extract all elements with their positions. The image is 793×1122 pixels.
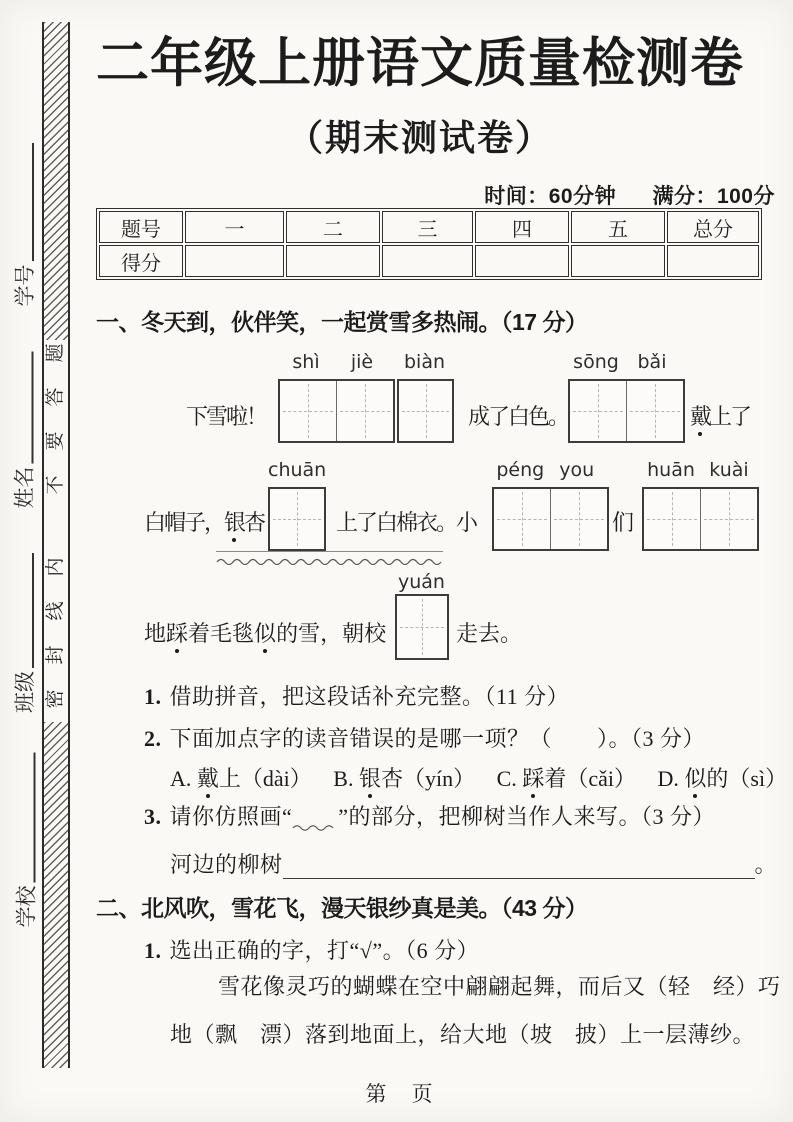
passage-text: 上了白棉衣。小 [336, 510, 477, 535]
wavy-underline [216, 551, 443, 562]
option-c[interactable] [497, 766, 636, 791]
option-letter: A. [170, 766, 197, 791]
tian-cell[interactable] [399, 381, 452, 441]
dotted-char: 戴 [690, 404, 711, 429]
pinyin-syllable: chuān [268, 459, 327, 481]
section1-heading: 一、冬天到，伙伴笑，一起赏雪多热闹。（17 分） [96, 309, 588, 335]
pinyin-syllable: huān [647, 459, 695, 481]
pinyin-syllable: you [559, 459, 595, 481]
pinyin-huan-kuai [642, 459, 758, 481]
seal-band-char: 要 [45, 431, 66, 451]
pinyin-syllable: kuài [709, 459, 749, 481]
score-cell[interactable] [667, 245, 759, 277]
writing-box-shi-jie[interactable] [278, 379, 395, 443]
section2-question-1 [144, 934, 479, 965]
seal-label-name [10, 343, 40, 518]
writing-box-chuan[interactable] [268, 487, 326, 551]
question-1 [144, 680, 569, 711]
question-2-options [170, 762, 793, 793]
question-text: 借助拼音，把这段话补充完整。（11 分） [169, 684, 570, 709]
dotted-char: 踩 [166, 621, 189, 646]
seal-label-school [12, 743, 42, 938]
dotted-char: 踩 [522, 766, 545, 791]
pinyin-chuan [268, 459, 325, 481]
answer-lead-text: 河边的柳树 [170, 852, 283, 877]
option-d[interactable] [657, 766, 787, 791]
section2-paragraph-line1: 雪花像灵巧的蝴蝶在空中翩翩起舞，而后又（轻 经）巧 [218, 974, 781, 999]
tian-cell[interactable] [397, 596, 447, 658]
question-number: 2. [144, 726, 162, 751]
writing-box-yuan[interactable] [395, 594, 449, 660]
passage-text [690, 400, 750, 431]
hatch-pattern-top [44, 22, 68, 340]
writing-box-huan-kuai[interactable] [642, 487, 759, 551]
passage-text: 走去。 [456, 621, 523, 646]
pinyin-shi-jie [278, 351, 390, 373]
passage-text: 的雪，朝校 [276, 621, 387, 646]
score-header-cell: 二 [286, 211, 380, 243]
passage-text: 们 [612, 510, 633, 535]
class-blank[interactable] [20, 553, 34, 668]
tian-cell[interactable] [494, 489, 550, 549]
option-text: 着（cǎi） [544, 766, 636, 791]
passage-text [144, 506, 264, 537]
student-id-label: 学号 [13, 264, 37, 307]
seal-band-char: 密 [45, 689, 66, 709]
pinyin-syllable: yuán [398, 571, 445, 593]
seal-band-char: 封 [45, 645, 66, 665]
seal-label-class [10, 543, 40, 723]
seal-band-char: 内 [45, 557, 66, 577]
dotted-char: 银 [358, 766, 381, 791]
score-header-cell: 总分 [667, 211, 759, 243]
tian-cell[interactable] [550, 489, 607, 549]
wave-glyph [216, 556, 443, 565]
score-cell[interactable] [475, 245, 569, 277]
question-3 [144, 800, 715, 831]
full-score: 满分：100分 [652, 185, 775, 208]
page-title: 二年级上册语文质量检测卷 [96, 34, 744, 93]
option-text: 上（dài） [218, 766, 312, 791]
question-2 [144, 722, 705, 753]
time-limit: 时间：60分钟 [484, 185, 617, 208]
score-table [96, 208, 762, 280]
score-table-score-row [99, 245, 759, 277]
seal-band-char: 题 [45, 343, 66, 363]
pinyin-bian [397, 351, 452, 373]
score-header-cell: 三 [382, 211, 473, 243]
seal-line-band [42, 22, 70, 1068]
score-table-header-row [99, 211, 759, 243]
passage-text: 着毛毯 [188, 621, 255, 646]
name-blank[interactable] [20, 352, 34, 464]
section2-paragraph-line2: 地（飘 漂）落到地面上，给大地（坡 披）上一层薄纱。 [170, 1022, 756, 1047]
wavy-blank [292, 804, 338, 824]
score-header-cell: 四 [475, 211, 569, 243]
page-subtitle: （期末测试卷） [286, 117, 553, 158]
score-cell[interactable] [571, 245, 665, 277]
score-header-cell: 一 [185, 211, 284, 243]
hatch-pattern-bottom [44, 722, 68, 1068]
tian-cell[interactable] [280, 381, 336, 441]
score-row-label: 得分 [99, 245, 183, 277]
dotted-char: 似 [254, 621, 277, 646]
seal-band-char: 线 [45, 601, 66, 621]
tian-cell[interactable] [626, 381, 683, 441]
answer-blank[interactable] [283, 854, 755, 879]
pinyin-syllable: shì [292, 351, 320, 373]
option-a[interactable] [170, 766, 312, 791]
pinyin-syllable: péng [496, 459, 545, 481]
pinyin-syllable: sōng [573, 351, 619, 373]
question-3-answer-line [170, 848, 777, 879]
question-text: 下面加点字的读音错误的是哪一项？（ ）。（3 分） [169, 726, 706, 751]
answer-end-punct: 。 [754, 852, 778, 877]
pinyin-peng-you [492, 459, 605, 481]
passage-text: 白帽子， [144, 510, 225, 535]
pinyin-syllable: jiè [350, 351, 374, 373]
score-header-cell: 题号 [99, 211, 183, 243]
option-text: 的（sì） [706, 766, 788, 791]
pinyin-syllable: biàn [403, 351, 446, 373]
pinyin-song-bai [568, 351, 680, 373]
dotted-char: 似 [684, 766, 707, 791]
student-id-blank[interactable] [20, 144, 34, 262]
tian-cell[interactable] [570, 381, 626, 441]
seal-label-student-id [10, 125, 40, 325]
score-cell[interactable] [286, 245, 380, 277]
score-cell[interactable] [185, 245, 284, 277]
tian-cell[interactable] [336, 381, 393, 441]
question-text: 选出正确的字，打“√”。（6 分） [169, 938, 480, 963]
writing-box-bian[interactable] [397, 379, 454, 443]
passage-text [144, 617, 386, 648]
dotted-char: 银 [224, 510, 245, 535]
question-text: 请你仿照画“ [169, 804, 293, 829]
score-cell[interactable] [382, 245, 473, 277]
tian-cell[interactable] [700, 489, 757, 549]
dotted-char: 戴 [196, 766, 219, 791]
school-blank[interactable] [22, 753, 36, 883]
name-label: 姓名 [12, 466, 37, 509]
passage-text: 上了 [710, 404, 751, 429]
seal-band-char: 答 [45, 387, 66, 407]
seal-band-text [44, 340, 68, 730]
writing-box-song-bai[interactable] [568, 379, 685, 443]
option-letter: B. [333, 766, 359, 791]
passage-text: 下雪啦！ [186, 404, 267, 429]
option-b[interactable] [333, 766, 475, 791]
option-text: 杏（yín） [381, 766, 476, 791]
passage-text: 成了白色。 [468, 404, 569, 429]
score-header-cell: 五 [571, 211, 665, 243]
option-letter: C. [496, 766, 523, 791]
option-letter: D. [657, 766, 685, 791]
exam-info-line [484, 180, 775, 210]
question-number: 3. [144, 804, 162, 829]
section2-heading: 二、北风吹，雪花飞，漫天银纱真是美。（43 分） [96, 895, 588, 921]
school-label: 学校 [14, 885, 39, 928]
question-number: 1. [144, 938, 162, 963]
tian-cell[interactable] [644, 489, 700, 549]
class-label: 班级 [13, 671, 37, 713]
pinyin-yuan [395, 571, 448, 593]
passage-text: 地 [144, 621, 167, 646]
question-text: ”的部分，把柳树当作人来写。（3 分） [338, 804, 716, 829]
page-footer: 第 页 [365, 1083, 435, 1106]
writing-box-peng-you[interactable] [492, 487, 609, 551]
tian-cell[interactable] [270, 489, 324, 549]
pinyin-syllable: bǎi [637, 351, 667, 373]
question-number: 1. [144, 684, 162, 709]
seal-band-char: 不 [45, 475, 66, 495]
passage-text: 杏 [244, 510, 265, 535]
